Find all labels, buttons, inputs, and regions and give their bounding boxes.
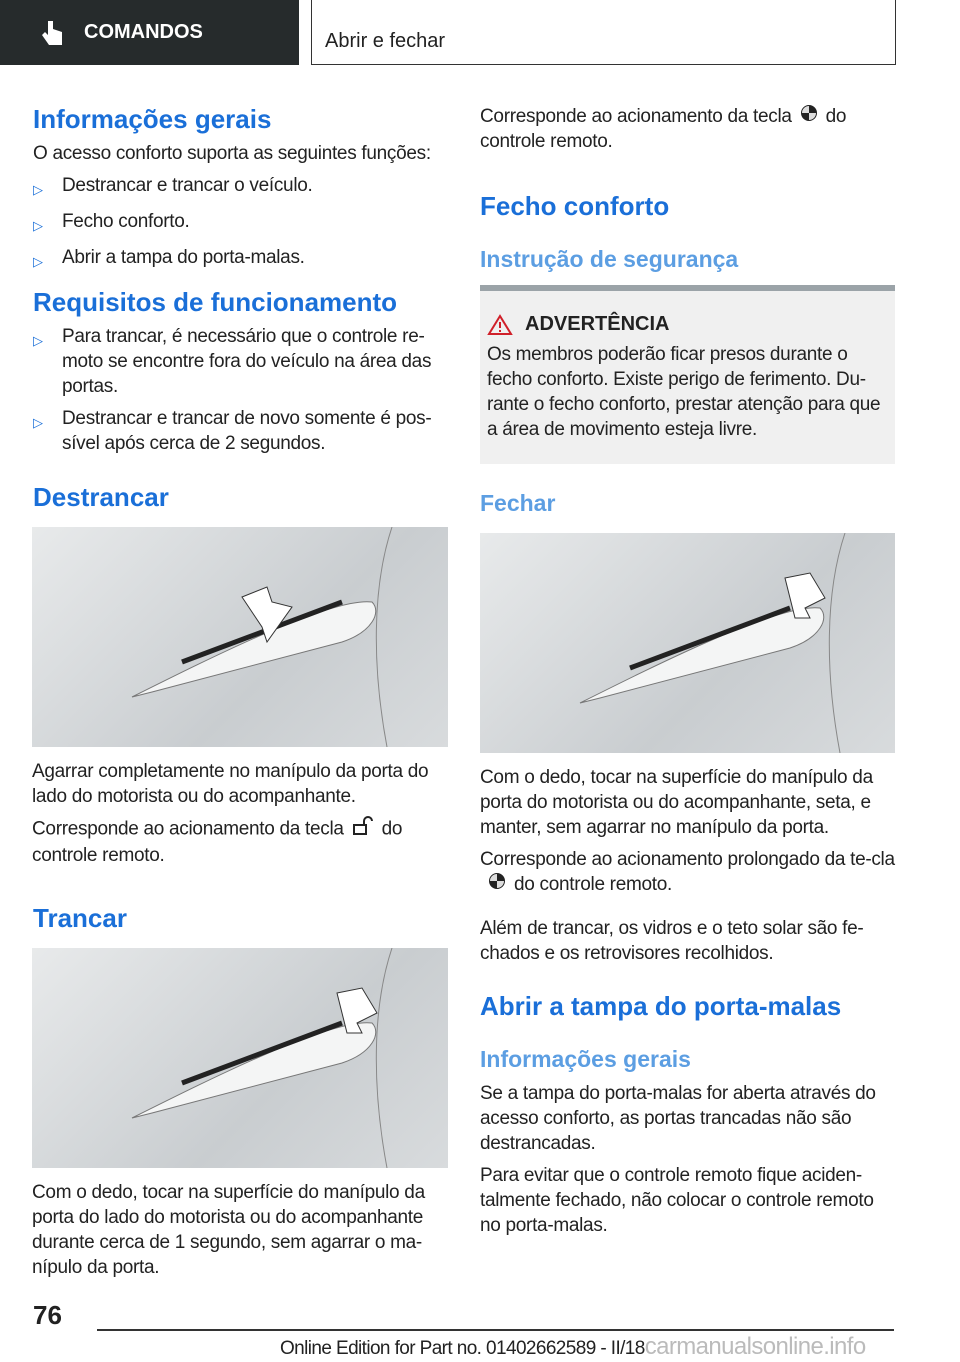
section-tab: [0, 0, 299, 65]
unlock-padlock-icon: [352, 816, 374, 843]
list-item: ▷ Destrancar e trancar de novo somente é pos-sível após cerca de 2 segundos.: [33, 408, 432, 454]
heading-requirements: Requisitos de funcionamento: [33, 287, 398, 317]
unlock-text: Agarrar completamente no manípulo da porta do lado do motorista ou do acompanhante.: [32, 761, 429, 807]
footer-divider: [97, 1329, 894, 1331]
list-item: ▷ Fecho conforto.: [33, 211, 190, 233]
door-handle-lock-image: [32, 948, 448, 1168]
page-number: 76: [33, 1300, 62, 1330]
watermark: carmanualsonline.info: [644, 1333, 866, 1360]
heading-unlock: Destrancar: [33, 482, 169, 512]
warning-box: [480, 285, 895, 464]
warning-triangle-icon: [487, 314, 513, 336]
heading-general-info: Informações gerais: [33, 104, 272, 134]
section-title: COMANDOS: [84, 21, 203, 43]
lock-text: Com o dedo, tocar na superfície do manípulo da porta do lado do motorista ou do acompanhante durante cerca de 1 segundo, sem agarrar o ma-nípulo da porta.: [32, 1182, 425, 1278]
unlock-key-text: Corresponde ao acionamento da tecla do controle remoto.: [32, 816, 452, 868]
heading-safety: Instrução de segurança: [480, 246, 739, 272]
chapter-title: Abrir e fechar: [311, 0, 896, 65]
trunk-text-1: Se a tampa do porta-malas for aberta através do acesso conforto, as portas trancadas não são destrancadas.: [480, 1083, 876, 1154]
heading-comfort-closing: Fecho conforto: [480, 191, 670, 221]
warning-text: Os membros poderão ficar presos durante o fecho conforto. Existe perigo de ferimento. Du-rante o fecho conforto, prestar atenção para que a área de movimento esteja livre.: [487, 344, 881, 440]
key-text-top: Corresponde ao acionamento da tecla do controle remoto.: [480, 106, 847, 153]
close-key-text: Corresponde ao acionamento prolongado da te-clado controle remoto.: [480, 847, 895, 897]
hand-pointer-icon: [40, 19, 64, 47]
door-handle-unlock-image: [32, 527, 448, 747]
heading-trunk: Abrir a tampa do porta-malas: [480, 991, 842, 1021]
trunk-text-2: Para evitar que o controle remoto fique aciden-talmente fechado, não colocar o controle remoto no porta-malas.: [480, 1165, 874, 1236]
footer-edition: Online Edition for Part no. 01402662589 - II/18carmanualsonline.info: [280, 1333, 866, 1360]
bmw-key-icon: [488, 872, 506, 897]
heading-general-info-2: Informações gerais: [480, 1046, 691, 1072]
close-text: Com o dedo, tocar na superfície do manípulo da porta do motorista ou do acompanhante, seta, e manter, sem agarrar no manípulo da porta.: [480, 767, 873, 838]
list-item: ▷ Destrancar e trancar o veículo.: [33, 175, 313, 197]
door-handle-close-image: [480, 533, 895, 753]
list-item: ▷ Abrir a tampa do porta-malas.: [33, 247, 305, 269]
bmw-key-icon: [800, 104, 818, 129]
warning-title: ADVERTÊNCIA: [525, 313, 670, 335]
heading-close: Fechar: [480, 490, 556, 516]
heading-lock: Trancar: [33, 903, 127, 933]
close-extra-text: Além de trancar, os vidros e o teto solar são fe-chados e os retrovisores recolhidos.: [480, 918, 864, 964]
list-item: ▷ Para trancar, é necessário que o controle re-moto se encontre fora do veículo na área das portas.: [33, 326, 432, 397]
info-intro: O acesso conforto suporta as seguintes funções:: [33, 143, 431, 164]
